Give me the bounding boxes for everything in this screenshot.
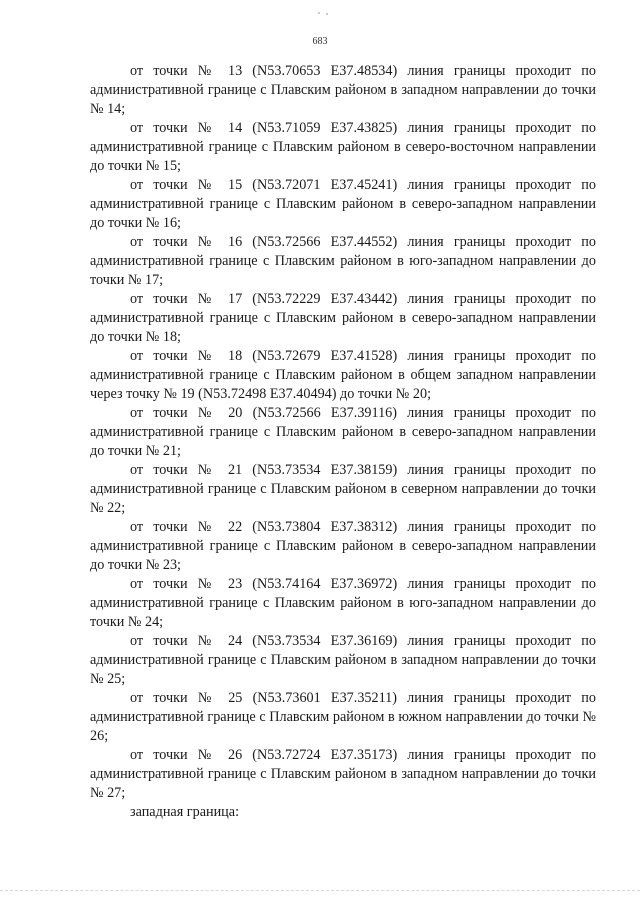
paragraph: от точки № 16 (N53.72566 E37.44552) линия границы проходит по административной границе с Плавским районом в юго-западном направлении до точки № 17; — [90, 234, 596, 288]
scan-speck — [318, 12, 320, 14]
paragraph: от точки № 23 (N53.74164 E37.36972) линия границы проходит по административной границе с Плавским районом в юго-западном направлении до точки № 24; — [90, 576, 596, 630]
paragraph: от точки № 17 (N53.72229 E37.43442) линия границы проходит по административной границе с Плавским районом в северо-западном направлении до точки № 18; — [90, 291, 596, 345]
paragraph: от точки № 26 (N53.72724 E37.35173) линия границы проходит по административной границе с Плавским районом в западном направлении до точки № 27; — [90, 747, 596, 801]
paragraph: от точки № 18 (N53.72679 E37.41528) линия границы проходит по административной границе с Плавским районом в общем западном направлении через точку № 19 (N53.72498 E37.40494) до точки № 20; — [90, 348, 596, 402]
section-heading: западная граница: — [130, 804, 240, 820]
paragraph: от точки № 15 (N53.72071 E37.45241) линия границы проходит по административной границе с Плавским районом в северо-западном направлении до точки № 16; — [90, 177, 596, 231]
scan-speck — [326, 13, 328, 15]
paragraph: от точки № 22 (N53.73804 E37.38312) линия границы проходит по административной границе с Плавским районом в северо-западном направлении до точки № 23; — [90, 519, 596, 573]
paragraph: от точки № 14 (N53.71059 E37.43825) линия границы проходит по административной границе с Плавским районом в северо-восточном направлении до точки № 15; — [90, 120, 596, 174]
paragraph: от точки № 25 (N53.73601 E37.35211) линия границы проходит по административной границе с Плавским районом в южном направлении до точки № 26; — [90, 690, 596, 744]
paragraph: от точки № 24 (N53.73534 E37.36169) линия границы проходит по административной границе с Плавским районом в западном направлении до точки № 25; — [90, 633, 596, 687]
scan-edge-divider — [0, 888, 640, 891]
paragraph: от точки № 20 (N53.72566 E37.39116) линия границы проходит по административной границе с Плавским районом в северо-западном направлении до точки № 21; — [90, 405, 596, 459]
paragraph: от точки № 13 (N53.70653 E37.48534) линия границы проходит по административной границе с Плавским районом в западном направлении до точки № 14; — [90, 63, 596, 117]
paragraph: от точки № 21 (N53.73534 E37.38159) линия границы проходит по административной границе с Плавским районом в северном направлении до точки № 22; — [90, 462, 596, 516]
document-body — [90, 62, 596, 822]
page-number: 683 — [312, 36, 328, 47]
